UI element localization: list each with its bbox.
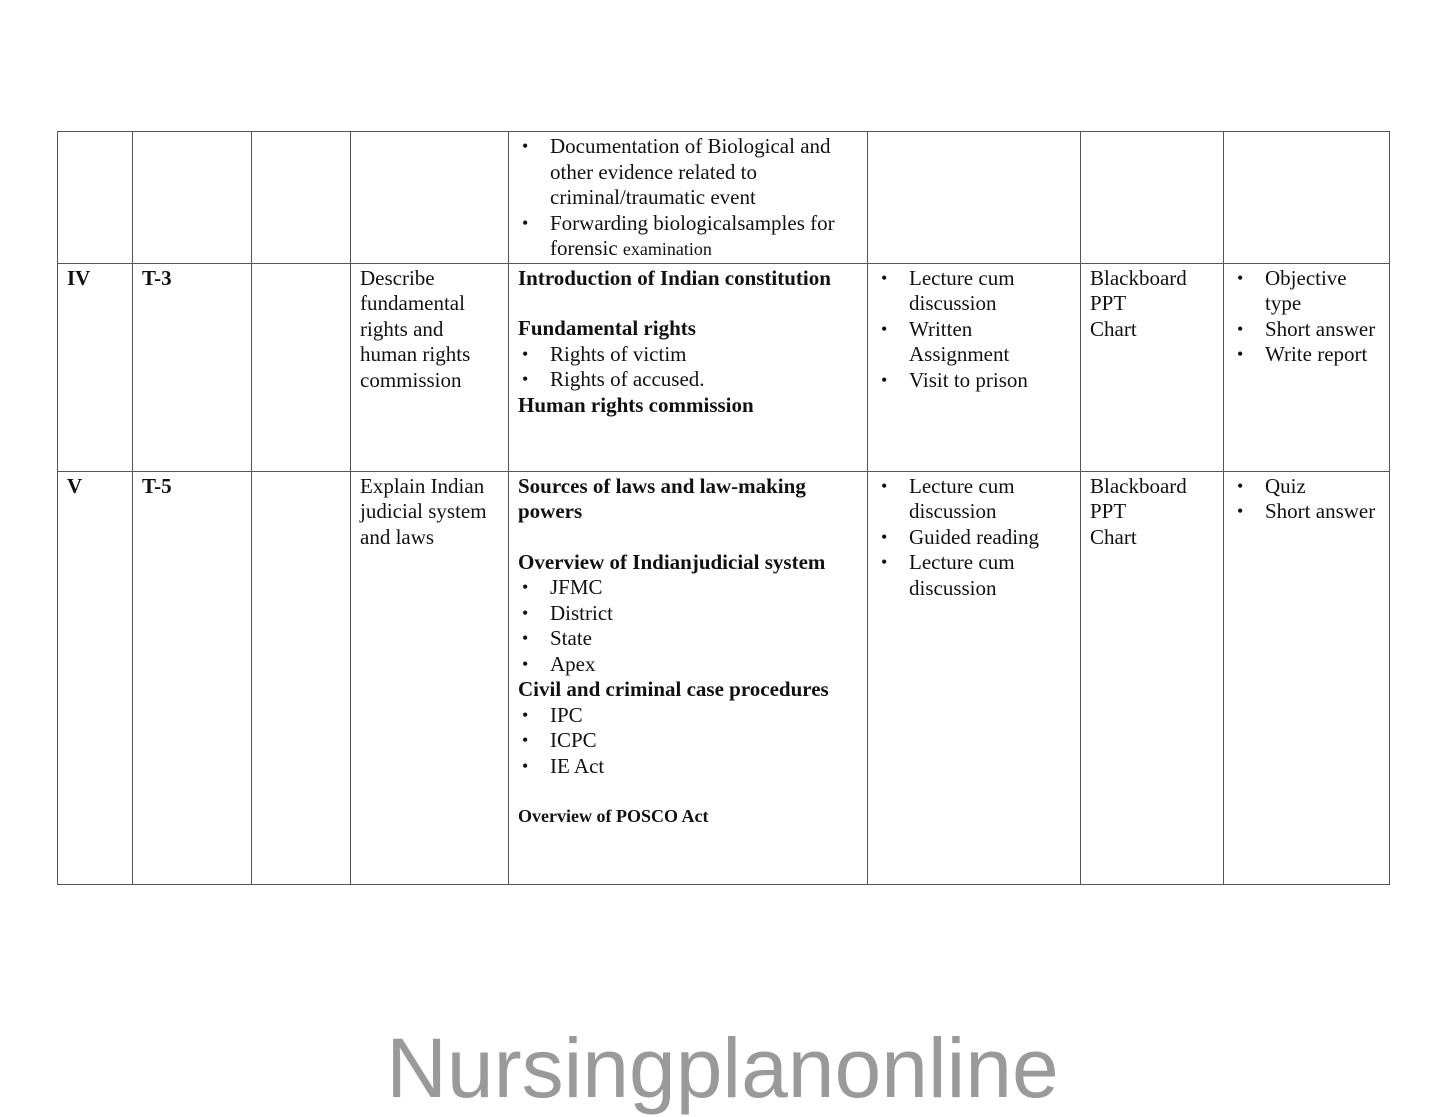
aids-cell bbox=[1081, 263, 1224, 471]
list-item: • ICPC bbox=[518, 728, 859, 754]
spacer bbox=[518, 525, 859, 550]
table-row bbox=[58, 263, 1390, 471]
aid-item: Blackboard bbox=[1090, 265, 1187, 290]
evaluation-list bbox=[1233, 266, 1381, 368]
methods-cell bbox=[868, 263, 1081, 471]
spacer bbox=[518, 779, 859, 804]
list-item: • District bbox=[518, 601, 859, 627]
content-list bbox=[518, 134, 859, 263]
objective-cell: Explain Indian judicial system and laws bbox=[351, 471, 509, 884]
list-item: • Apex bbox=[518, 652, 859, 678]
list-item: • Quiz bbox=[1233, 474, 1381, 500]
aids-cell bbox=[1081, 471, 1224, 884]
list-item: • Write report bbox=[1233, 342, 1381, 368]
evaluation-list bbox=[1233, 474, 1381, 525]
aid-item: Chart bbox=[1090, 316, 1137, 341]
lesson-plan-table bbox=[57, 131, 1390, 885]
unit-cell: IV bbox=[58, 263, 133, 471]
table-row bbox=[58, 132, 1390, 264]
list-item: • Visit to prison bbox=[877, 368, 1072, 394]
time-cell: T-5 bbox=[133, 471, 252, 884]
content-list bbox=[518, 575, 859, 677]
list-item: • Rights of victim bbox=[518, 342, 859, 368]
list-item: • Lecture cum discussion bbox=[877, 550, 1072, 601]
table-row bbox=[58, 471, 1390, 884]
content-cell bbox=[509, 263, 868, 471]
list-item: • Lecture cum discussion bbox=[877, 474, 1072, 525]
methods-list bbox=[877, 266, 1072, 394]
evaluation-cell bbox=[1224, 263, 1390, 471]
evaluation-cell bbox=[1224, 471, 1390, 884]
content-cell bbox=[509, 471, 868, 884]
methods-cell bbox=[868, 132, 1081, 264]
aid-item: Blackboard bbox=[1090, 473, 1187, 498]
evaluation-cell bbox=[1224, 132, 1390, 264]
list-item: • Forwarding biologicalsamples for forensic examination bbox=[518, 211, 859, 263]
list-item-tail: examination bbox=[622, 239, 712, 259]
list-item: • Written Assignment bbox=[877, 317, 1072, 368]
list-item: • Lecture cum discussion bbox=[877, 266, 1072, 317]
list-item: • IPC bbox=[518, 703, 859, 729]
aid-item: Chart bbox=[1090, 524, 1137, 549]
time-cell bbox=[133, 132, 252, 264]
list-item: • JFMC bbox=[518, 575, 859, 601]
content-heading: Civil and criminal case procedures bbox=[518, 677, 829, 701]
aid-item: PPT bbox=[1090, 499, 1127, 523]
spacer bbox=[518, 291, 859, 316]
list-item: • Objective type bbox=[1233, 266, 1381, 317]
content-heading: Human rights commission bbox=[518, 392, 754, 417]
objective-cell: Describe fundamental rights and human rights commission bbox=[351, 263, 509, 471]
content-heading: Introduction of Indian constitution bbox=[518, 265, 831, 290]
unit-cell bbox=[58, 132, 133, 264]
empty-cell bbox=[252, 471, 351, 884]
list-item: • Short answer bbox=[1233, 317, 1381, 343]
list-item: • Rights of accused. bbox=[518, 367, 859, 393]
content-cell bbox=[509, 132, 868, 264]
unit-cell: V bbox=[58, 471, 133, 884]
list-item: • IE Act bbox=[518, 754, 859, 780]
list-item: • State bbox=[518, 626, 859, 652]
empty-cell bbox=[252, 132, 351, 264]
methods-cell bbox=[868, 471, 1081, 884]
methods-list bbox=[877, 474, 1072, 602]
list-item: • Documentation of Biological and other evidence related to criminal/traumatic event bbox=[518, 134, 859, 211]
content-heading: Sources of laws and law-making powers bbox=[518, 473, 806, 523]
aids-cell bbox=[1081, 132, 1224, 264]
empty-cell bbox=[252, 263, 351, 471]
list-item: • Short answer bbox=[1233, 499, 1381, 525]
time-cell: T-3 bbox=[133, 263, 252, 471]
content-heading: Overview of Indianjudicial system bbox=[518, 549, 826, 574]
content-heading: Fundamental rights bbox=[518, 316, 696, 340]
list-item: • Guided reading bbox=[877, 525, 1072, 551]
content-list bbox=[518, 342, 859, 393]
content-list bbox=[518, 703, 859, 780]
watermark-text: Nursingplanonline bbox=[386, 1021, 1059, 1115]
content-heading: Overview of POSCO Act bbox=[518, 806, 709, 826]
objective-cell bbox=[351, 132, 509, 264]
aid-item: PPT bbox=[1090, 291, 1127, 315]
